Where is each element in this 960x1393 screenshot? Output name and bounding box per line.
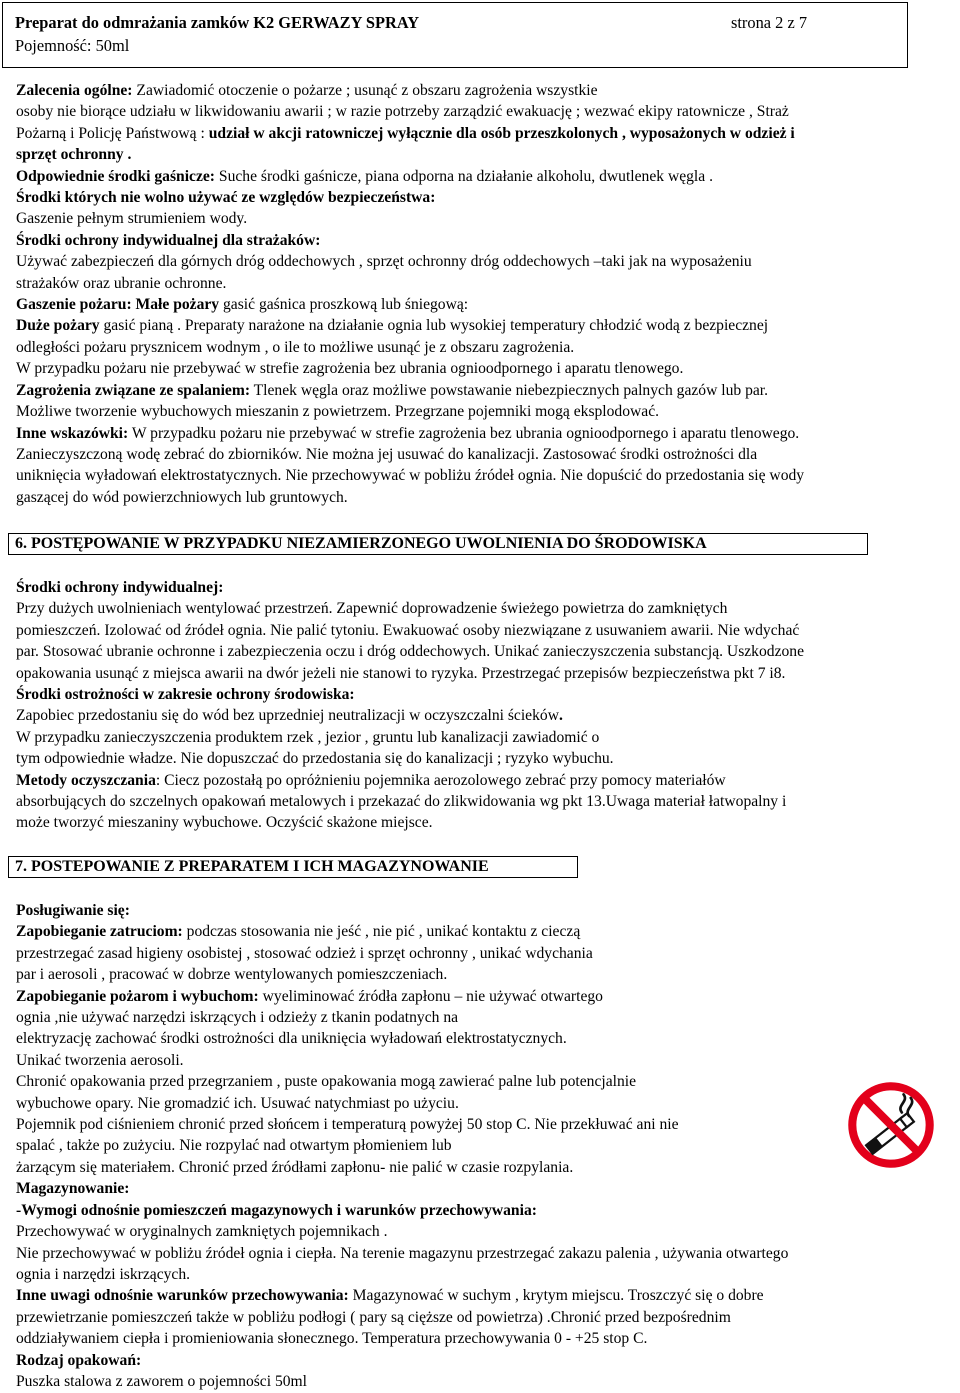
text-segment: odległości pożaru prysznicem wodnym , o ile to możliwe usunąć je z obszaru zagrożenia. [16, 338, 575, 356]
text-segment: par i aerosoli , pracować w dobrze wentylowanych pomieszczeniach. [16, 966, 448, 984]
text-segment: Pojemnik pod ciśnieniem chronić przed słońcem i temperaturą powyżej 50 stop C. Nie przekłuwać ani nie [16, 1116, 679, 1134]
text-line [16, 294, 960, 315]
text-line [16, 1178, 960, 1199]
text-line [16, 1093, 960, 1114]
text-line [16, 921, 960, 942]
text-line [16, 1114, 960, 1135]
text-segment: Suche środki gaśnicze, piana odporna na działanie alkoholu, dwutlenek węgla . [215, 167, 713, 185]
text-segment: : Ciecz pozostałą po opróżnieniu pojemnika aerozolowego zebrać przy pomocy materiałów [155, 771, 726, 789]
text-segment: Tlenek węgla oraz możliwe powstawanie niebezpiecznych palnych gazów lub par. [250, 381, 769, 399]
text-segment: Nie przechowywać w pobliżu źródeł ognia i ciepła. Na terenie magazynu przestrzegać zakazu palenia , używania otwartego [16, 1244, 789, 1262]
text-segment: Magazynowanie: [16, 1180, 130, 1198]
text-segment: Pożarną i Policję Państwową : [16, 124, 209, 142]
text-segment: W przypadku pożaru nie przebywać w strefie zagrożenia bez ubrania ognioodpornego i aparatu tlenowego. [16, 360, 684, 378]
text-segment: przewietrzanie pomieszczeń także w pobliżu podłogi ( pary są cięższe od powietrza) .Chronić przed bezpośrednim [16, 1308, 731, 1326]
section-5-body [16, 80, 960, 508]
page-number: strona 2 z 7 [731, 13, 808, 32]
text-line [16, 101, 960, 122]
text-line [16, 727, 960, 748]
text-line [16, 273, 960, 294]
text-line [16, 964, 960, 985]
text-line [16, 791, 960, 812]
text-line [16, 1200, 960, 1221]
text-line [16, 663, 960, 684]
text-segment: ognia ,nie używać narzędzi iskrzących i odzieży z tkanin podatnych na [16, 1009, 459, 1027]
text-line [16, 1071, 960, 1092]
text-line [16, 423, 960, 444]
text-segment: podczas stosowania nie jeść , nie pić , unikać kontaktu z cieczą [182, 923, 581, 941]
text-line [16, 166, 960, 187]
text-line [16, 337, 960, 358]
text-line [16, 251, 960, 272]
text-line [16, 1243, 960, 1264]
text-segment: tym odpowiednie władze. Nie dopuszczać do przedostania się do kanalizacji ; ryzyko wybuchu. [16, 750, 614, 768]
text-segment: elektryzację zachować środki ostrożności dla uniknięcia wyładowań elektrostatycznych. [16, 1030, 567, 1048]
text-segment: gaszącej do wód powierzchniowych lub gruntowych. [16, 488, 348, 506]
text-segment: Magazynować w suchym , krytym miejscu. Troszczyć się o dobre [348, 1287, 764, 1305]
section-6-body [16, 577, 960, 834]
text-line [16, 358, 960, 379]
text-segment: osoby nie biorące udziału w likwidowaniu awarii ; w razie potrzeby zarządzić ewakuację ; wezwać ekipy ratownicze , Straż [16, 103, 789, 121]
text-line [16, 1050, 960, 1071]
text-line [16, 487, 960, 508]
text-segment: Zanieczyszczoną wodę zebrać do zbiorników. Nie można jej usuwać do kanalizacji. Zastosować środki ostrożności dla [16, 445, 758, 463]
text-segment: Gaszenie pełnym strumieniem wody. [16, 210, 248, 228]
text-segment: Środki ochrony indywidualnej: [16, 579, 224, 596]
text-line [16, 770, 960, 791]
text-segment: Gaszenie pożaru: Małe pożary [16, 296, 220, 314]
text-segment: W przypadku pożaru nie przebywać w strefie zagrożenia bez ubrania ognioodpornego i aparatu tlenowego. [128, 424, 800, 442]
text-segment: przestrzegać zasad higieny osobistej , stosować odzież i sprzęt ochronny , unikać wdychania [16, 944, 593, 962]
text-line [16, 465, 960, 486]
text-line [16, 187, 960, 208]
text-segment: pomieszczeń. Izolować od źródeł ognia. Nie palić tytoniu. Ewakuować osoby niezwiązane z usuwaniem awarii. Nie wdychać [16, 621, 800, 639]
product-title: Preparat do odmrażania zamków K2 GERWAZY SPRAY [15, 13, 420, 32]
text-line [16, 401, 960, 422]
text-line [16, 620, 960, 641]
section-7-body [16, 900, 960, 1392]
text-line [16, 812, 960, 833]
text-segment: Zapobiec przedostaniu się do wód bez uprzedniej neutralizacji w oczyszczalni ścieków [16, 707, 559, 725]
text-segment: wybuchowe opary. Nie gromadzić ich. Usuwać natychmiast po użyciu. [16, 1094, 459, 1112]
text-line [16, 230, 960, 251]
text-segment: Posługiwanie się: [16, 902, 130, 919]
text-line [16, 641, 960, 662]
text-segment: Zagrożenia związane ze spalaniem: [16, 381, 251, 399]
text-line [16, 1371, 960, 1392]
text-segment: gasić gaśnica proszkową lub śniegową: [219, 296, 469, 314]
product-capacity: Pojemność: 50ml [15, 36, 130, 55]
text-segment: ognia i narzędzi iskrzących. [16, 1265, 191, 1283]
text-segment: Zawiadomić otoczenie o pożarze ; usunąć z obszaru zagrożenia wszystkie [132, 82, 598, 99]
text-line [16, 1157, 960, 1178]
text-segment: Zapobieganie zatruciom: [16, 923, 183, 941]
text-line [16, 577, 960, 598]
text-segment: W przypadku zanieczyszczenia produktem rzek , jezior , gruntu lub kanalizacji zawiadomić o [16, 728, 600, 746]
text-line [16, 1285, 960, 1306]
text-segment: spalać , także po zużyciu. Nie rozpylać nad otwartym płomieniem lub [16, 1137, 452, 1155]
text-line [16, 80, 960, 101]
text-segment: uniknięcia wyładowań elektrostatycznych. Nie przechowywać w pobliżu źródeł ognia. Nie dopuścić do przedostania się wody [16, 467, 805, 485]
text-segment: Środki ostrożności w zakresie ochrony środowiska: [16, 686, 355, 704]
text-segment: Inne wskazówki: [16, 424, 129, 442]
text-segment: absorbujących do szczelnych opakowań metalowych i przekazać do zlikwidowania wg pkt 13.Uwaga materiał łatwopalny i [16, 793, 787, 811]
text-segment: sprzęt ochronny . [16, 146, 132, 164]
text-segment: udział w akcji ratowniczej wyłącznie dla osób przeszkolonych , wyposażonych w odzież i [208, 124, 795, 142]
no-smoking-icon [846, 1080, 936, 1170]
text-line [16, 705, 960, 726]
text-line [16, 1350, 960, 1371]
text-segment: Odpowiednie środki gaśnicze: [16, 167, 215, 185]
text-segment: Zapobieganie pożarom i wybuchom: [16, 987, 259, 1005]
text-line [16, 1328, 960, 1349]
section-7-heading: 7. POSTEPOWANIE Z PREPARATEM I ICH MAGAZYNOWANIE [8, 856, 578, 878]
text-segment: żarzącym się materiałem. Chronić przed źródłami zapłonu- nie palić w czasie rozpylania. [16, 1158, 574, 1176]
text-line [16, 1264, 960, 1285]
section-6-heading: 6. POSTĘPOWANIE W PRZYPADKU NIEZAMIERZONEGO UWOLNIENIA DO ŚRODOWISKA [8, 533, 868, 555]
text-line [16, 684, 960, 705]
text-segment: Metody oczyszczania [16, 771, 156, 789]
text-segment: Zalecenia ogólne: [16, 82, 133, 99]
text-segment: Środki których nie wolno używać ze względów bezpieczeństwa: [16, 189, 436, 207]
text-line [16, 900, 960, 921]
text-segment: Środki ochrony indywidualnej dla strażaków: [16, 231, 321, 249]
text-line [16, 380, 960, 401]
text-line [16, 208, 960, 229]
text-line [16, 1307, 960, 1328]
text-segment: gasić pianą . Preparaty narażone na działanie ognia lub wysokiej temperatury chłodzić wodą z bezpiecznej [99, 317, 769, 335]
text-line [16, 144, 960, 165]
text-segment: Unikać tworzenia aerosoli. [16, 1051, 184, 1069]
text-segment: Puszka stalowa z zaworem o pojemności 50ml [16, 1372, 308, 1390]
text-segment: Możliwe tworzenie wybuchowych mieszanin z powietrzem. Przegrzane pojemniki mogą eksplodować. [16, 403, 660, 421]
text-line [16, 748, 960, 769]
text-segment: Duże pożary [16, 317, 100, 335]
text-segment: opakowania usunąć z miejsca awarii na dwór jeżeli nie stanowi to ryzyka. Przestrzegać przepisów bezpieczeństwa pkt 7 i8. [16, 664, 786, 682]
text-segment: Przechowywać w oryginalnych zamkniętych pojemnikach . [16, 1223, 388, 1241]
text-segment: może tworzyć mieszaniny wybuchowe. Oczyścić skażone miejsce. [16, 814, 433, 832]
text-line [16, 444, 960, 465]
text-line [16, 123, 960, 144]
text-line [16, 986, 960, 1007]
text-segment: oddziaływaniem ciepła i promieniowania słonecznego. Temperatura przechowywania 0 - +25 stop C. [16, 1330, 648, 1348]
text-segment: Przy dużych uwolnieniach wentylować przestrzeń. Zapewnić doprowadzenie świeżego powietrza do zamkniętych [16, 600, 728, 618]
text-segment: strażaków oraz ubranie ochronne. [16, 274, 227, 292]
text-line [16, 943, 960, 964]
text-line [16, 1135, 960, 1156]
text-segment: wyeliminować źródła zapłonu – nie używać otwartego [258, 987, 603, 1005]
text-segment: . [558, 707, 563, 725]
text-line [16, 315, 960, 336]
text-segment: Rodzaj opakowań: [16, 1351, 142, 1369]
text-segment: Używać zabezpieczeń dla górnych dróg oddechowych , sprzęt ochronny dróg oddechowych –taki jak na wyposażeniu [16, 253, 752, 271]
text-line [16, 1028, 960, 1049]
document-header [2, 2, 908, 68]
text-segment: par. Stosować ubranie ochronne i zabezpieczenia oczu i dróg oddechowych. Unikać zanieczyszczenia substancją. Uszkodzone [16, 643, 805, 661]
text-line [16, 1221, 960, 1242]
text-line [16, 598, 960, 619]
text-segment: -Wymogi odnośnie pomieszczeń magazynowych i warunków przechowywania: [16, 1201, 537, 1219]
text-segment: Inne uwagi odnośnie warunków przechowywania: [16, 1287, 349, 1305]
text-segment: Chronić opakowania przed przegrzaniem , puste opakowania mogą zawierać palne lub potencjalnie [16, 1073, 637, 1091]
text-line [16, 1007, 960, 1028]
